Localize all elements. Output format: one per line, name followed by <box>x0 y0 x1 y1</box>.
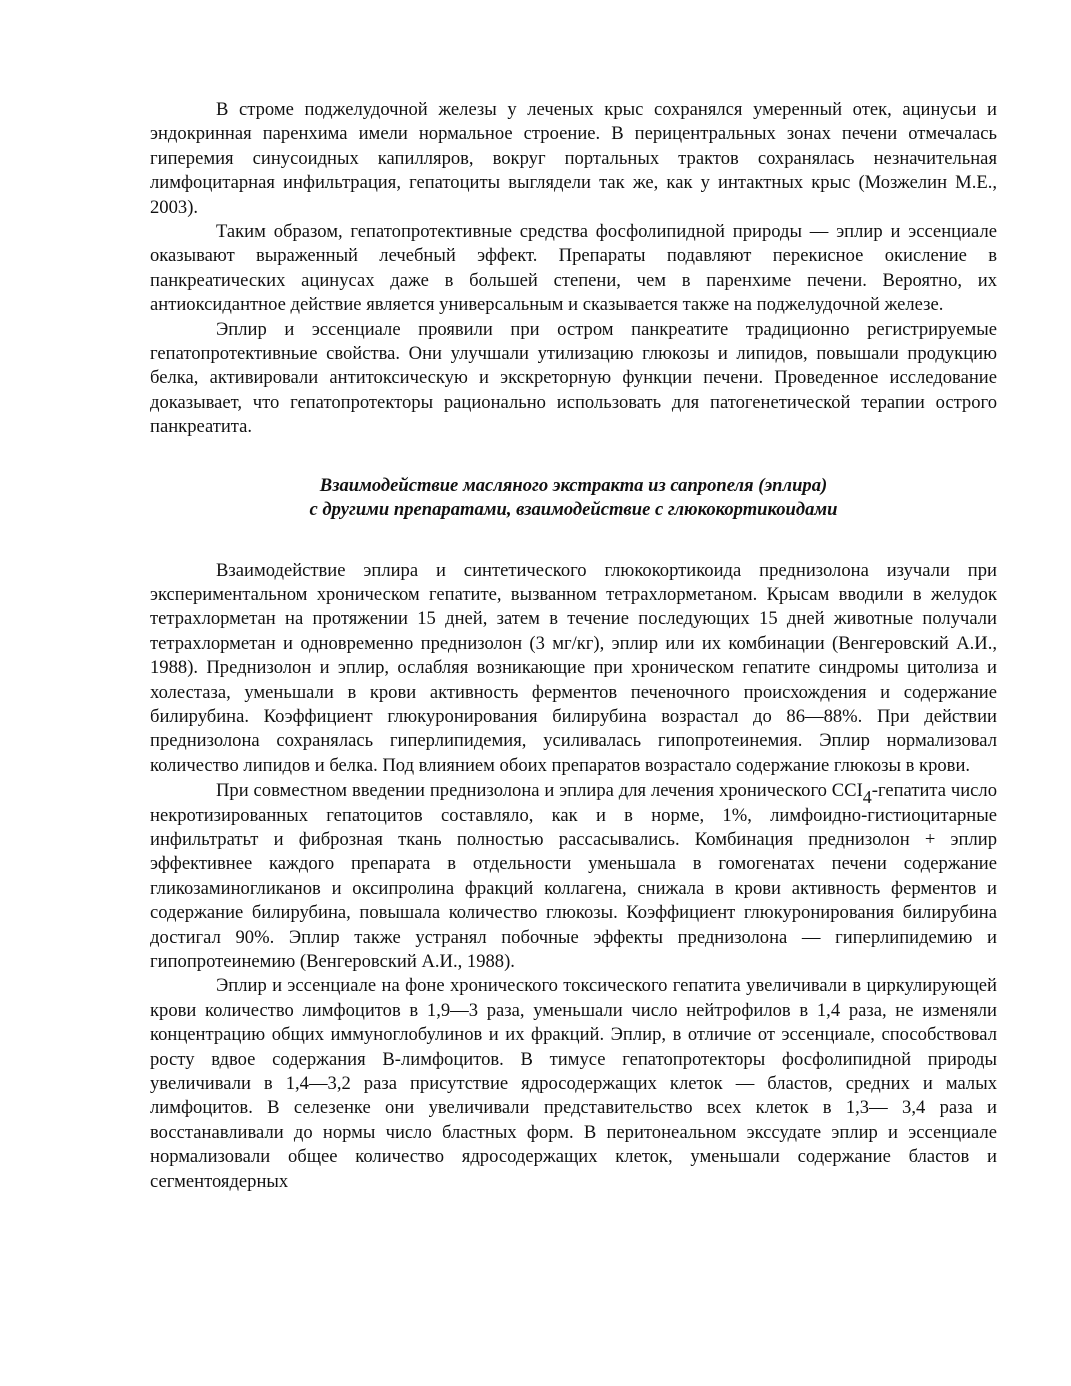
paragraph: Взаимодействие эплира и синтетического глюкокортикоида преднизолона изучали при экспериментальном хроническом гепатите, вызванном тетрахлорметаном. Крысам вводили в желудок тетрахлорметан на протяжении 15 дней, затем в течение последующих 15 дней животные получали тетрахлорметан и одновременно преднизолон (3 мг/кг), эплир или их комбинации (Венгеровский А.И., 1988). Преднизолон и эплир, ослабляя возникающие при хроническом гепатите синдромы цитолиза и холестаза, уменьшали в крови активность ферментов печеночного происхождения и содержание билирубина. Коэффициент глюкуронирования билирубина возрастал до 86—88%. При действии преднизолона сохранялась гиперлипидемия, усиливалась гипопротеинемия. Эплир нормализовал количество липидов и белка. Под влиянием обоих препаратов возрастало содержание глюкозы в крови. <box>150 559 997 776</box>
document-page <box>150 98 997 1194</box>
subscript: 4 <box>862 787 872 808</box>
section-heading-line: Взаимодействие масляного экстракта из сапропеля (эплира) <box>319 474 828 496</box>
paragraph: Эплир и эссенциале проявили при остром панкреатите традиционно регистрируемые гепатопротективньие свойства. Они улучшали утилизацию глюкозы и липидов, повышали продукцию белка, активировали антитоксическую и экскреторную функции печени. Проведенное исследование доказывает, что гепатопротекторы рационально использовать для патогенетической терапии острого панкреатита. <box>150 318 997 438</box>
paragraph: Таким образом, гепатопротективные средства фосфолипидной природы — эплир и эссенциале оказывают выраженный лечебный эффект. Препараты подавляют перекисное окисление в панкреатических ацинусах даже в большей степени, чем в паренхиме печени. Вероятно, их антиоксидантное действие является универсальным и сказывается также на поджелудочной железе. <box>150 221 997 316</box>
paragraph-text: -гепатита число некротизированных гепатоцитов составляло, как и в норме, 1%, лимфоидно-гистиоцитарные инфильтратьт и фиброзная ткань полностью рассасывались. Комбинация преднизолон + эплир эффективнее каждого препарата в отдельности уменьшала в гомогенатах печени содержание гликозаминогликанов и оксипролина фракций коллагена, снижала в крови активность ферментов и содержание билирубина, повышала количество глюкозы. Коэффициент глюкуронирования билирубина достигал 90%. Эплир также устранял побочные эффекты преднизолона — гиперлипидемию и гипопротеинемию (Венгеровский А.И., 1988). <box>150 780 997 972</box>
section-heading <box>150 474 997 523</box>
paragraph: В строме поджелудочной железы у леченых крыс сохранялся умеренный отек, ацинусьи и эндокринная паренхима имели нормальное строение. В перицентральных зонах печени отмечалась гиперемия синусоидных капилляров, вокруг портальных трактов сохранялась незначительная лимфоцитарная инфильтрация, гепатоциты выглядели так же, как у интактных крыс (Мозжелин М.Е., 2003). <box>150 99 997 218</box>
paragraph: Эплир и эссенциале на фоне хронического токсического гепатита увеличивали в циркулирующей крови количество лимфоцитов в 1,9—3 раза, уменьшали число нейтрофилов в 1,4 раза, не изменяли концентрацию общих иммуноглобулинов и их фракций. Эплир, в отличие от эссенциале, способствовал росту вдвое содержания В-лимфоцитов. В тимусе гепатопротекторы фосфолипидной природы увеличивали в 1,4—3,2 раза присутствие ядросодержащих клеток — бластов, средних и малых лимфоцитов. В селезенке они увеличивали представительство всех клеток в 1,3— 3,4 раза и восстанавливали до нормы число бластных форм. В перитонеальном экссудате эплир и эссенциале нормализовали общее количество ядросодержащих клеток, уменьшали содержание бластов и сегментоядерных <box>150 975 997 1192</box>
paragraph-text: При совместном введении преднизолона и эплира для лечения хронического CCI <box>216 780 863 802</box>
section-heading-line: с другими препаратами, взаимодействие с глюкокортикоидами <box>309 499 838 521</box>
paragraph-ccl4 <box>150 778 997 974</box>
